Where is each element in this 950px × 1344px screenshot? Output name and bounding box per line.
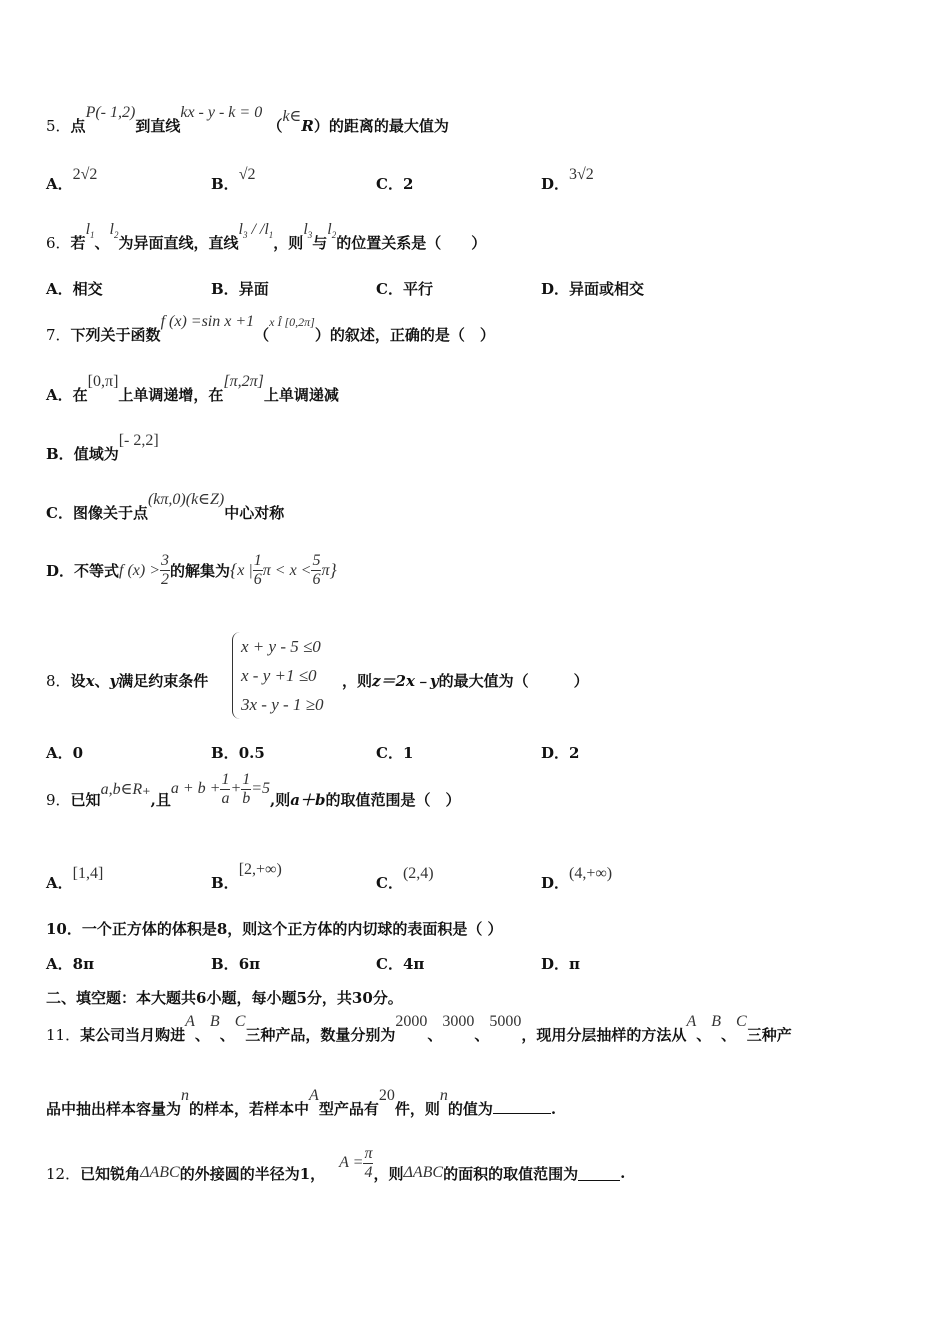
question-8: 8．设x、y满足约束条件	[46, 672, 209, 690]
q9-option-d: D．(4,+∞)	[541, 865, 613, 892]
question-6: 6．若$l_1$、$l_2$为异面直线，直线$l_3 / /l_1$，则$l_3$与$l_2$的位置关系是（ ）	[46, 221, 487, 252]
q5-option-a: A．2√2	[46, 166, 98, 193]
q10-option-b: B．6π	[211, 955, 261, 973]
question-9: 9． 已知 a,b∈R₊ ,且 a + b + $\frac{1}{a}$ + $\frac{1}{b}$ =5 ,则 a＋b 的取值范围是（ ）	[46, 770, 461, 809]
q5-option-c: C．2	[376, 175, 414, 193]
q6-option-b: B．异面	[211, 280, 269, 298]
q10-option-a: A．8π	[46, 955, 95, 973]
q10-option-d: D．π	[541, 955, 580, 973]
q9-option-b: B．[2,+∞)	[211, 861, 282, 892]
q7-option-a: A．在[0,π]上单调递增，在[π,2π]上单调递减	[46, 373, 339, 404]
point-expr: P(- 1,2)	[85, 104, 136, 121]
section-heading: 二、填空题：本大题共6小题，每小题5分，共30分。	[46, 989, 403, 1007]
q8-option-d: D．2	[541, 744, 580, 762]
q8-option-a: A．0	[46, 744, 84, 762]
answer-blank[interactable]	[578, 1166, 620, 1181]
question-number: 5．	[46, 117, 71, 135]
question-12: 12． 已知锐角 ΔABC 的外接圆的半径为1， A = $\frac{\pi}{4}$ ，则 ΔABC 的面积的取值范围为 .	[46, 1144, 626, 1183]
q9-option-c: C．(2,4)	[376, 865, 434, 892]
q9-option-a: A．[1,4]	[46, 865, 104, 892]
line-equation: kx - y - k = 0	[180, 104, 263, 121]
q5-option-d: D．3√2	[541, 166, 594, 193]
q7-option-c: C．图像关于点(kπ,0)(k∈Z)中心对称	[46, 491, 285, 522]
q8-option-c: C．1	[376, 744, 414, 762]
q7-option-d: D． 不等式 f (x) > $\frac{3}{2}$ 的解集为 { x | $\frac{1}{6}$ π < x < $\frac{5}{6}$ π }	[46, 552, 337, 588]
q6-option-c: C．平行	[376, 280, 433, 298]
q5-option-b: B．√2	[211, 166, 256, 193]
q10-option-c: C．4π	[376, 955, 425, 973]
q8-question-tail: ，则z＝2x﹣y的最大值为（ ）	[342, 672, 589, 690]
q6-option-d: D．异面或相交	[541, 280, 645, 298]
question-11: 11．某公司当月购进A、B、C三种产品，数量分别为2000、3000、5000，现用分层抽样的方法从A、B、C三种产	[46, 1013, 792, 1044]
question-11-line-2: 品中抽出样本容量为n的样本，若样本中A型产品有20件，则n的值为 .	[46, 1087, 557, 1118]
q7-option-b: B．值域为[- 2,2]	[46, 432, 159, 463]
q8-option-b: B．0.5	[211, 744, 265, 762]
constraint-system: x + y - 5 ≤0 x - y +1 ≤0 3x - y - 1 ≥0	[232, 632, 324, 719]
q6-option-a: A．相交	[46, 280, 103, 298]
question-10: 10．一个正方体的体积是8，则这个正方体的内切球的表面积是（ ）	[46, 920, 503, 938]
answer-blank[interactable]	[493, 1099, 551, 1114]
question-5: 5．点P(- 1,2)到直线kx - y - k = 0 （k∈R）的距离的最大值为	[46, 104, 449, 135]
question-7: 7．下列关于函数f (x) =sin x +1（$^{x Î [0,2\pi]}$）的叙述，正确的是（ ）	[46, 313, 495, 344]
